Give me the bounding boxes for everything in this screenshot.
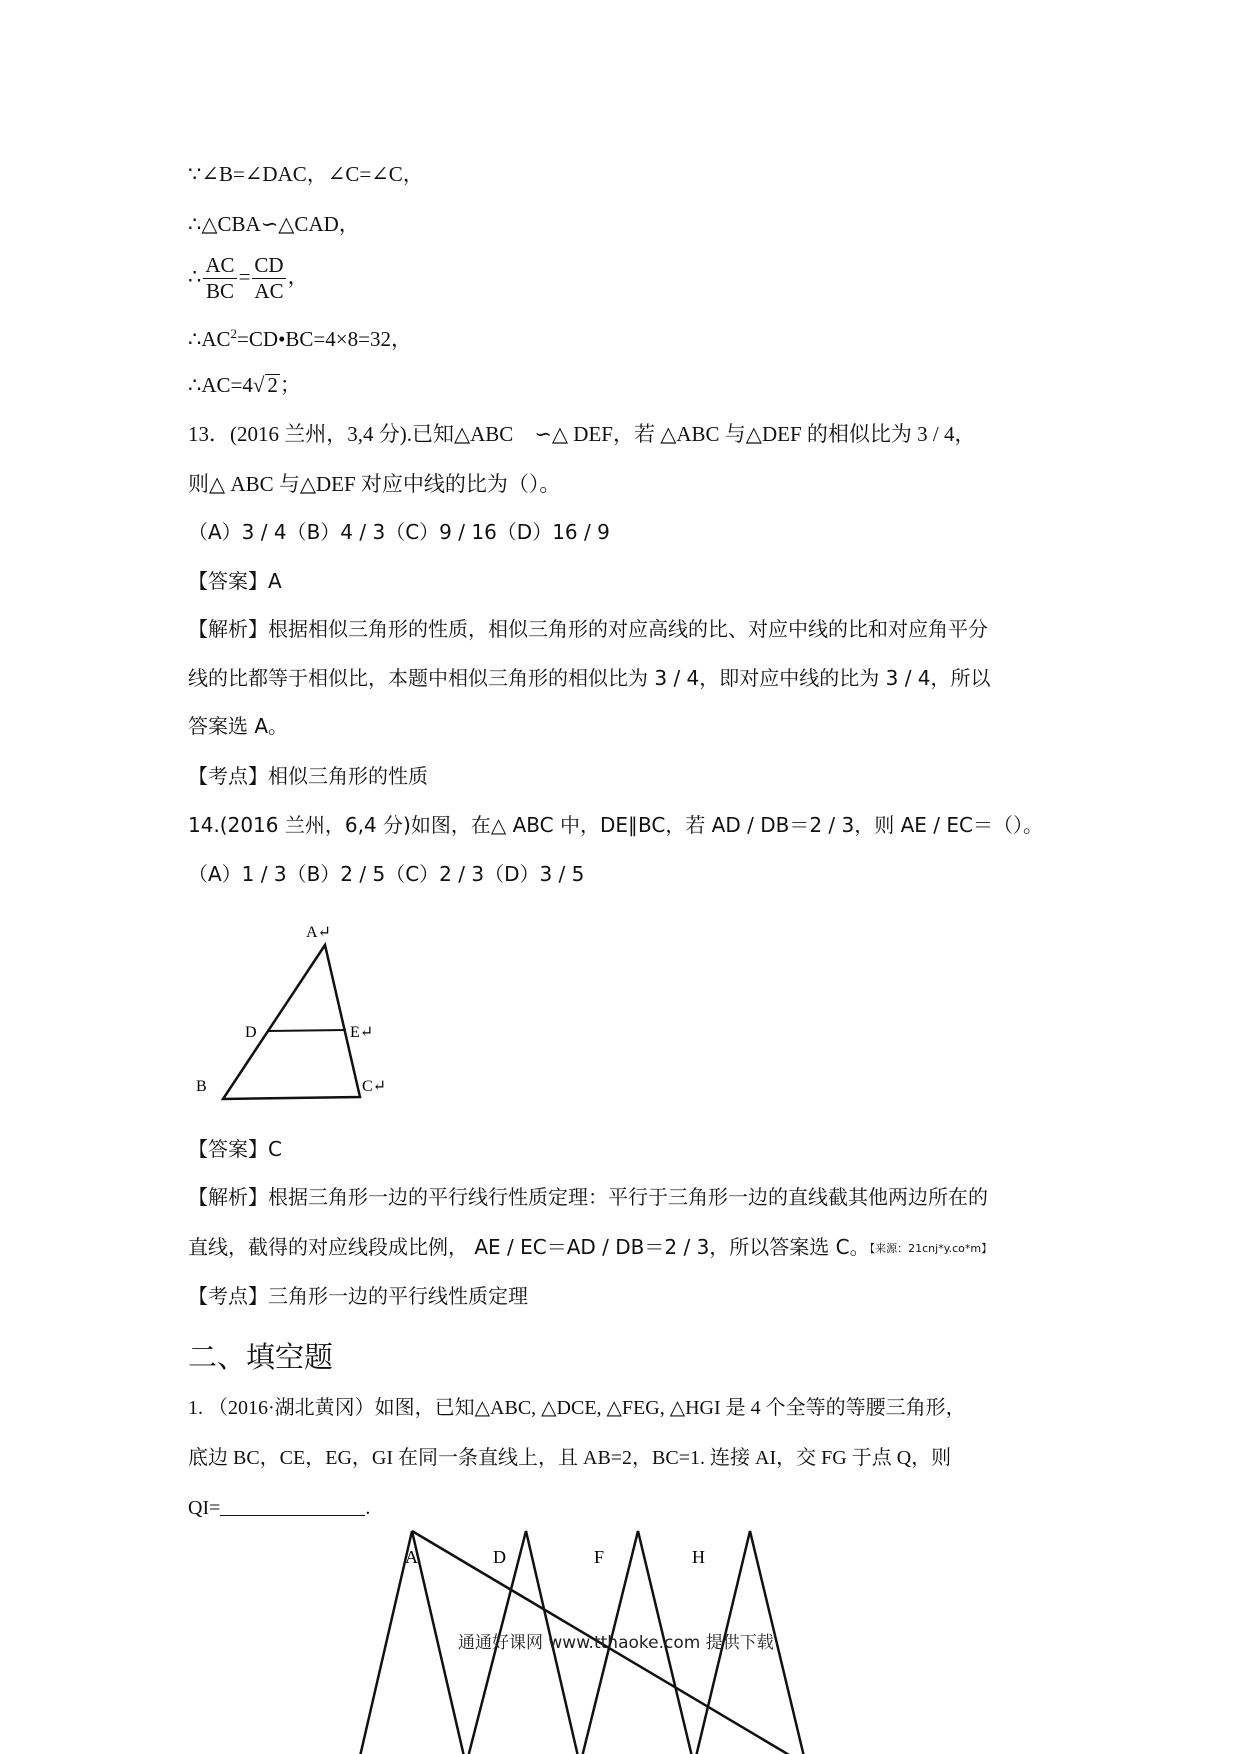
- label-a: A↵: [306, 924, 331, 941]
- punctuation: ，: [287, 264, 309, 289]
- fill1-line-3-suffix: .: [365, 1497, 371, 1519]
- label-h: H: [692, 1547, 705, 1567]
- source-note: 【来源：21cnj*y.co*m】: [869, 1242, 993, 1255]
- q14-options: （A）1 / 3（B）2 / 5（C）2 / 3（D）3 / 5: [188, 862, 585, 886]
- proof-line-5-prefix: ∴AC=4: [188, 373, 253, 397]
- fill1-line-1: 1. （2016·湖北黄冈）如图，已知△ABC, △DCE, △FEG, △HGI 是 4 个全等的等腰三角形，: [188, 1397, 966, 1419]
- fill1-line-3-prefix: QI=: [188, 1497, 221, 1519]
- fill1-line-2: 底边 BC，CE，EG，GI 在同一条直线上，且 AB=2，BC=1. 连接 AI，交 FG 于点 Q，则: [188, 1447, 952, 1469]
- q13-line-1: 13．(2016 兰州，3,4 分).已知△ABC ∽△ DEF，若 △ABC 与△DEF 的相似比为 3 / 4，: [188, 422, 976, 446]
- label-c: C↵: [362, 1078, 387, 1095]
- q14-analysis-1: 【解析】根据三角形一边的平行线行性质定理：平行于三角形一边的直线截其他两边所在的: [188, 1185, 988, 1209]
- proof-line-4: [188, 327, 412, 350]
- proof-line-2: ∴△CBA∽△CAD，: [188, 212, 360, 236]
- proof-line-1: ∵∠B=∠DAC，∠C=∠C，: [188, 162, 424, 186]
- segment-de: [268, 1030, 346, 1031]
- fraction-cd-ac: [252, 255, 285, 302]
- answer-blank: [220, 1514, 365, 1516]
- q13-line-2: 则△ ABC 与△DEF 对应中线的比为（）。: [188, 472, 561, 496]
- triangle-abc-figure: [190, 915, 400, 1115]
- proof-line-4-rest: =CD•BC=4×8=32，: [237, 327, 412, 351]
- label-a: A: [405, 1547, 418, 1567]
- label-d: D: [245, 1024, 257, 1041]
- q13-analysis-2: 线的比都等于相似比，本题中相似三角形的相似比为 3 / 4，即对应中线的比为 3 / 4，所以: [188, 666, 991, 690]
- q14-analysis-2-text: 直线，截得的对应线段成比例， AE / EC＝AD / DB＝2 / 3，所以答案选 C。: [188, 1235, 870, 1259]
- q14-line-1: 14.(2016 兰州，6,4 分)如图，在△ ABC 中，DE∥BC，若 AD / DB＝2 / 3，则 AE / EC＝（）。: [188, 813, 1043, 837]
- label-e: E↵: [350, 1024, 374, 1041]
- fraction-numerator: AC: [205, 253, 235, 277]
- fraction-denominator: AC: [254, 279, 284, 303]
- proof-line-4-prefix: ∴AC: [188, 327, 231, 351]
- label-b: B: [196, 1078, 207, 1095]
- q13-options: （A）3 / 4（B）4 / 3（C）9 / 16（D）16 / 9: [188, 520, 610, 544]
- triangle-abc: [223, 945, 360, 1099]
- q14-analysis-2: [188, 1237, 992, 1257]
- fraction-denominator: BC: [205, 279, 234, 303]
- q13-answer: 【答案】A: [188, 569, 282, 593]
- q13-analysis-1: 【解析】根据相似三角形的性质，相似三角形的对应高线的比、对应中线的比和对应角平分: [188, 617, 988, 641]
- equals-sign: =: [238, 264, 251, 289]
- watermark: 通通好课网 www.tthaoke.com 提供下载: [458, 1633, 774, 1653]
- fill1-line-3: [188, 1498, 370, 1518]
- q13-analysis-3: 答案选 A。: [188, 714, 289, 738]
- q14-point: 【考点】三角形一边的平行线性质定理: [188, 1284, 528, 1308]
- superscript: 2: [230, 326, 238, 341]
- proof-line-5-suffix: ；: [279, 373, 301, 397]
- q13-point: 【考点】相似三角形的性质: [188, 764, 428, 788]
- therefore-symbol: ∴: [188, 264, 202, 289]
- sqrt-radicand: 2: [267, 373, 278, 397]
- proof-line-5: [188, 374, 301, 396]
- fraction-ac-bc: [203, 255, 236, 302]
- q14-answer: 【答案】C: [188, 1137, 282, 1161]
- label-f: F: [594, 1547, 605, 1567]
- proof-line-3: [188, 255, 309, 302]
- section-title: 二、填空题: [188, 1340, 334, 1374]
- fraction-numerator: CD: [254, 253, 284, 277]
- sqrt-symbol: √: [252, 373, 265, 397]
- label-d: D: [493, 1547, 506, 1567]
